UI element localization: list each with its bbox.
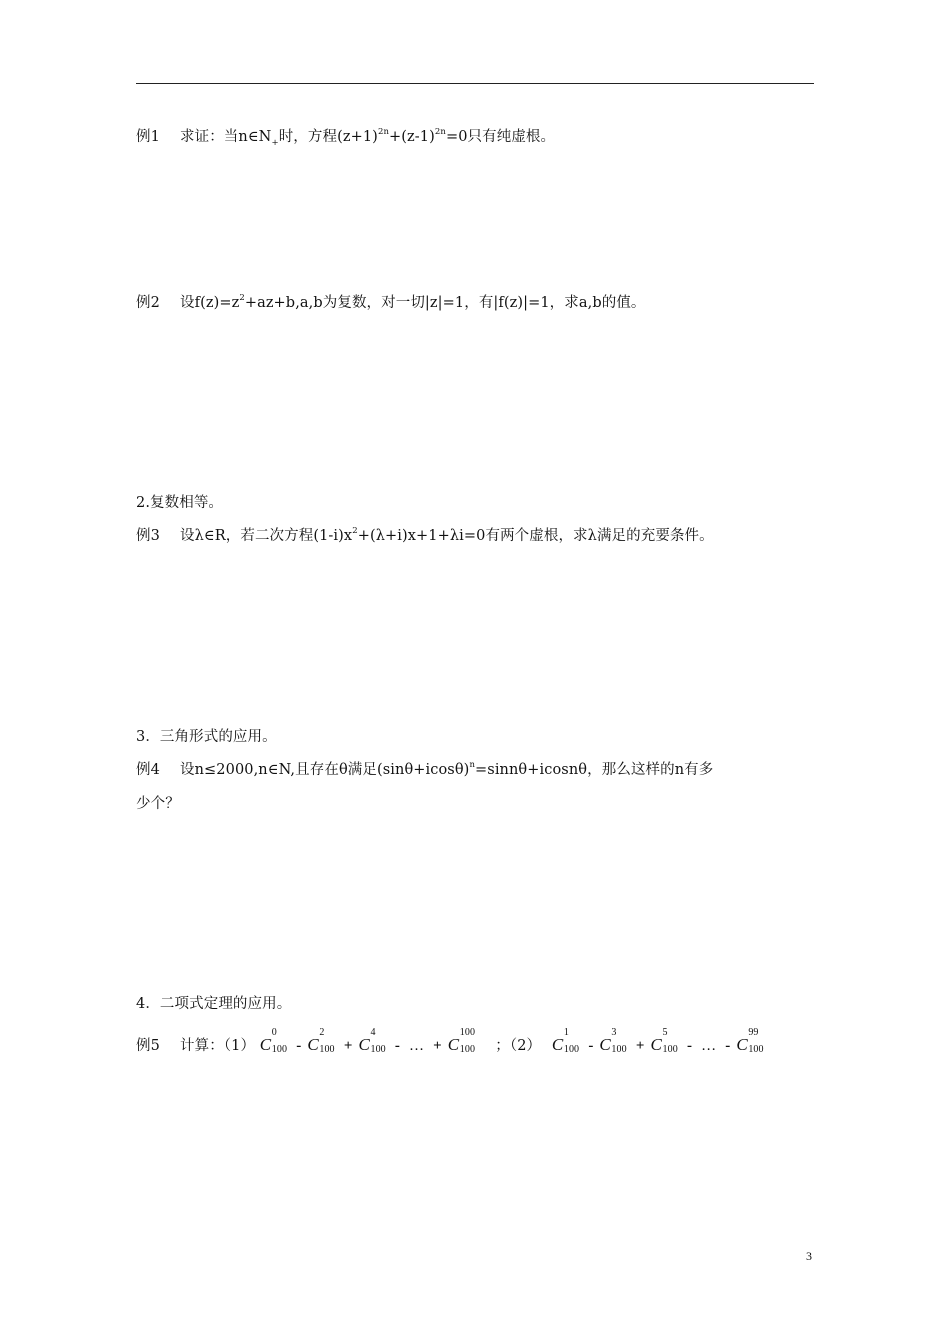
expr2-combination-symbol: C <box>551 1035 564 1054</box>
example-4-text-b: =sinnθ+icosnθ，那么这样的n有多 <box>475 762 714 778</box>
expr1-combination-term <box>259 1027 288 1055</box>
expr1-combination-lower: 100 <box>271 1044 288 1055</box>
expr1-combination-term <box>358 1027 386 1055</box>
expr1-combination-upper: 4 <box>370 1027 376 1038</box>
expr2-operator: - <box>686 1038 693 1054</box>
example-4-sup: n <box>469 760 476 771</box>
example-3-text-b: +(λ+i)x+1+λi=0有两个虚根，求λ满足的充要条件。 <box>357 528 714 544</box>
expr2-combination-term <box>650 1027 678 1055</box>
expr1-combination-upper: 100 <box>459 1027 476 1038</box>
example-4-text-a: 设n≤2000,n∈N,且存在θ满足(sinθ+icosθ) <box>180 762 470 778</box>
section-4-title: 4．二项式定理的应用。 <box>136 996 292 1012</box>
expr1-combination-symbol: C <box>447 1035 460 1054</box>
expr2-combination-symbol: C <box>650 1035 662 1054</box>
example-3-text-a: 设λ∈R，若二次方程(1-i)x <box>180 528 353 544</box>
expr2-combination-lower: 100 <box>748 1044 764 1055</box>
example-1-sup-a: 2n <box>377 127 390 138</box>
example-1-text-b: 时，方程(z+1) <box>278 129 378 145</box>
expr2-combination-term <box>599 1027 627 1055</box>
expr1-combination-term <box>447 1027 476 1055</box>
example-5-expression-2 <box>551 1027 775 1055</box>
expr1-operator: + <box>343 1038 353 1054</box>
expr1-combination-symbol: C <box>307 1035 319 1054</box>
expr1-combination-term <box>307 1027 335 1055</box>
example-4 <box>136 760 713 780</box>
example-3-label: 例3 <box>136 528 160 544</box>
expr2-ellipsis: … <box>701 1038 717 1054</box>
expr2-combination-symbol: C <box>736 1035 748 1054</box>
example-1 <box>136 127 555 147</box>
expr1-combination-lower: 100 <box>370 1044 386 1055</box>
expr2-operator: - <box>588 1038 594 1054</box>
example-2-text-a: 设f(z)=z <box>180 295 240 311</box>
expr2-combination-term <box>736 1027 764 1055</box>
expr2-operator: - <box>725 1038 731 1054</box>
expr2-combination-upper: 5 <box>662 1027 668 1038</box>
example-1-text-a: 求证：当n∈N <box>180 129 272 145</box>
example-2-label: 例2 <box>136 295 160 311</box>
expr1-operator: + <box>433 1038 442 1054</box>
example-4-continuation: 少个？ <box>136 796 180 812</box>
expr2-combination-term <box>551 1027 580 1055</box>
expr2-combination-upper: 99 <box>748 1027 759 1038</box>
example-5-expression-1 <box>259 1027 491 1055</box>
expr1-ellipsis: … <box>409 1038 425 1054</box>
example-3-sup: 2 <box>352 526 358 537</box>
example-5-label: 例5 <box>136 1038 160 1054</box>
expr1-operator: - <box>296 1038 302 1054</box>
example-1-label: 例1 <box>136 129 160 145</box>
expr1-combination-upper: 2 <box>319 1027 325 1038</box>
page-number: 3 <box>806 1249 812 1263</box>
expr2-combination-symbol: C <box>599 1035 611 1054</box>
example-4-label: 例4 <box>136 762 160 778</box>
example-5-text: 计算：（1） <box>180 1038 256 1054</box>
expr1-combination-symbol: C <box>259 1035 272 1054</box>
example-5 <box>136 1027 775 1056</box>
example-1-sup-b: 2n <box>434 127 446 138</box>
expr2-combination-lower: 100 <box>563 1044 580 1055</box>
expr2-combination-upper: 3 <box>611 1027 617 1038</box>
example-1-sub: + <box>271 137 279 148</box>
example-2-sup: 2 <box>239 293 245 304</box>
example-2-text-b: +az+b,a,b为复数，对一切|z|=1，有|f(z)|=1，求a,b的值。 <box>244 295 646 311</box>
expr2-operator: + <box>635 1038 645 1054</box>
example-5-separator: ；（2） <box>495 1038 542 1054</box>
expr1-operator: - <box>394 1038 401 1054</box>
expr2-combination-lower: 100 <box>662 1044 678 1055</box>
expr2-combination-lower: 100 <box>611 1044 627 1055</box>
expr1-combination-lower: 100 <box>319 1044 335 1055</box>
section-2-title: 2.复数相等。 <box>136 495 224 511</box>
header-rule <box>136 83 814 84</box>
expr1-combination-lower: 100 <box>459 1044 476 1055</box>
example-3 <box>136 526 714 546</box>
section-3-title: 3．三角形式的应用。 <box>136 729 277 745</box>
example-1-text-c: +(z-1) <box>389 129 435 145</box>
expr1-combination-upper: 0 <box>271 1027 277 1038</box>
example-2 <box>136 293 646 313</box>
example-1-text-d: =0只有纯虚根。 <box>445 129 556 145</box>
expr1-combination-symbol: C <box>358 1035 370 1054</box>
expr2-combination-upper: 1 <box>563 1027 569 1038</box>
